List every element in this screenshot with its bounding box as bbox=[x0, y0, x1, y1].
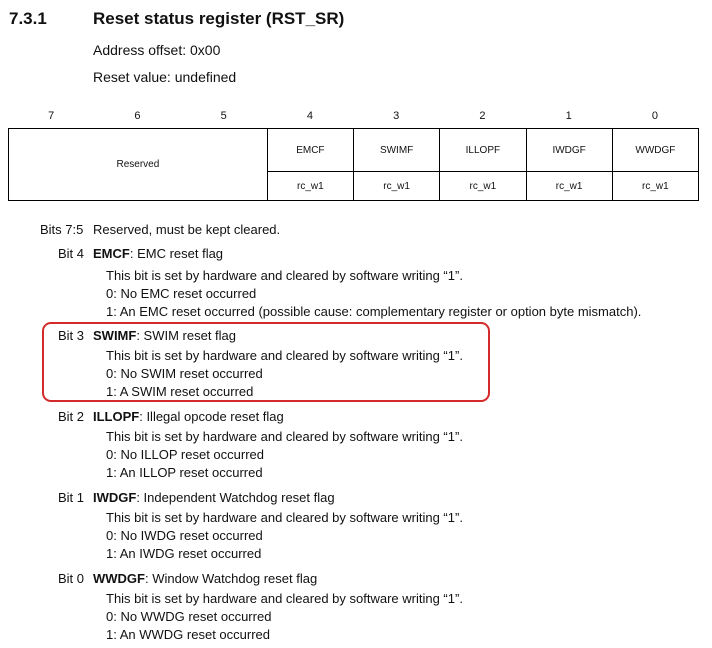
bit-title: : EMC reset flag bbox=[129, 246, 224, 261]
bit-number: 0 bbox=[651, 110, 658, 122]
bit-description-line: 1: An IWDG reset occurred bbox=[106, 546, 262, 561]
field-access-cell: rc_w1 bbox=[267, 172, 353, 201]
field-access-cell: rc_w1 bbox=[440, 172, 526, 201]
reserved-cell: Reserved bbox=[9, 129, 268, 201]
field-name-cell: IWDGF bbox=[526, 129, 612, 172]
bit-description-line: 0: No WWDG reset occurred bbox=[106, 609, 272, 624]
field-access-cell: rc_w1 bbox=[612, 172, 698, 201]
bit-field-name: SWIMF bbox=[93, 328, 137, 343]
bit-description-line: This bit is set by hardware and cleared by software writing “1”. bbox=[106, 268, 463, 283]
bit-heading bbox=[93, 328, 236, 343]
address-offset: Address offset: 0x00 bbox=[93, 42, 221, 58]
bit-description-line: This bit is set by hardware and cleared by software writing “1”. bbox=[106, 591, 463, 606]
field-name-cell: ILLOPF bbox=[440, 129, 526, 172]
bit-label: Bit 4 bbox=[58, 246, 85, 261]
bit-description-line: 0: No EMC reset occurred bbox=[106, 286, 257, 301]
bit-field-name: EMCF bbox=[93, 246, 130, 261]
bit-field-name: WWDGF bbox=[93, 571, 145, 586]
reserved-bits-text: Reserved, must be kept cleared. bbox=[93, 222, 281, 237]
register-map-table bbox=[8, 128, 699, 201]
field-access-cell: rc_w1 bbox=[354, 172, 440, 201]
bit-description-line: 0: No ILLOP reset occurred bbox=[106, 447, 265, 462]
bit-number: 7 bbox=[48, 110, 55, 122]
bit-number: 2 bbox=[479, 110, 486, 122]
bit-title: : SWIM reset flag bbox=[136, 328, 237, 343]
reset-value: Reset value: undefined bbox=[93, 69, 237, 85]
bit-field-name: IWDGF bbox=[93, 490, 137, 505]
bit-description-line: This bit is set by hardware and cleared by software writing “1”. bbox=[106, 348, 463, 363]
bit-description-line: 1: An EMC reset occurred (possible cause: complementary register or option byte mismatch). bbox=[106, 304, 642, 319]
bit-field-name: ILLOPF bbox=[93, 409, 140, 424]
bit-description-line: 0: No IWDG reset occurred bbox=[106, 528, 263, 543]
field-name-cell: WWDGF bbox=[612, 129, 698, 172]
field-name-cell: SWIMF bbox=[354, 129, 440, 172]
bit-description-line: 1: An WWDG reset occurred bbox=[106, 627, 270, 642]
bit-description-line: 1: A SWIM reset occurred bbox=[106, 384, 254, 399]
bit-heading bbox=[93, 246, 223, 261]
bit-label: Bit 2 bbox=[58, 409, 85, 424]
bit-label: Bit 0 bbox=[58, 571, 85, 586]
bit-heading bbox=[93, 409, 284, 424]
bit-label: Bit 1 bbox=[58, 490, 85, 505]
bit-description-line: This bit is set by hardware and cleared by software writing “1”. bbox=[106, 429, 463, 444]
bit-title: : Independent Watchdog reset flag bbox=[136, 490, 335, 505]
bit-number: 4 bbox=[306, 110, 313, 122]
bit-number-row bbox=[8, 110, 698, 126]
bit-title: : Window Watchdog reset flag bbox=[144, 571, 318, 586]
bit-description-line: 1: An ILLOP reset occurred bbox=[106, 465, 263, 480]
bit-number: 5 bbox=[220, 110, 227, 122]
bit-number: 6 bbox=[134, 110, 141, 122]
section-title: Reset status register (RST_SR) bbox=[93, 9, 345, 28]
bit-title: : Illegal opcode reset flag bbox=[139, 409, 284, 424]
section-number: 7.3.1 bbox=[9, 9, 47, 28]
bit-number: 1 bbox=[565, 110, 572, 122]
bit-label: Bit 3 bbox=[58, 328, 85, 343]
field-name-cell: EMCF bbox=[267, 129, 353, 172]
reserved-bits-label: Bits 7:5 bbox=[40, 222, 84, 237]
bit-description-line: 0: No SWIM reset occurred bbox=[106, 366, 263, 381]
bit-heading bbox=[93, 490, 335, 505]
bit-number: 3 bbox=[393, 110, 400, 122]
field-access-cell: rc_w1 bbox=[526, 172, 612, 201]
bit-heading bbox=[93, 571, 317, 586]
bit-description-line: This bit is set by hardware and cleared by software writing “1”. bbox=[106, 510, 463, 525]
